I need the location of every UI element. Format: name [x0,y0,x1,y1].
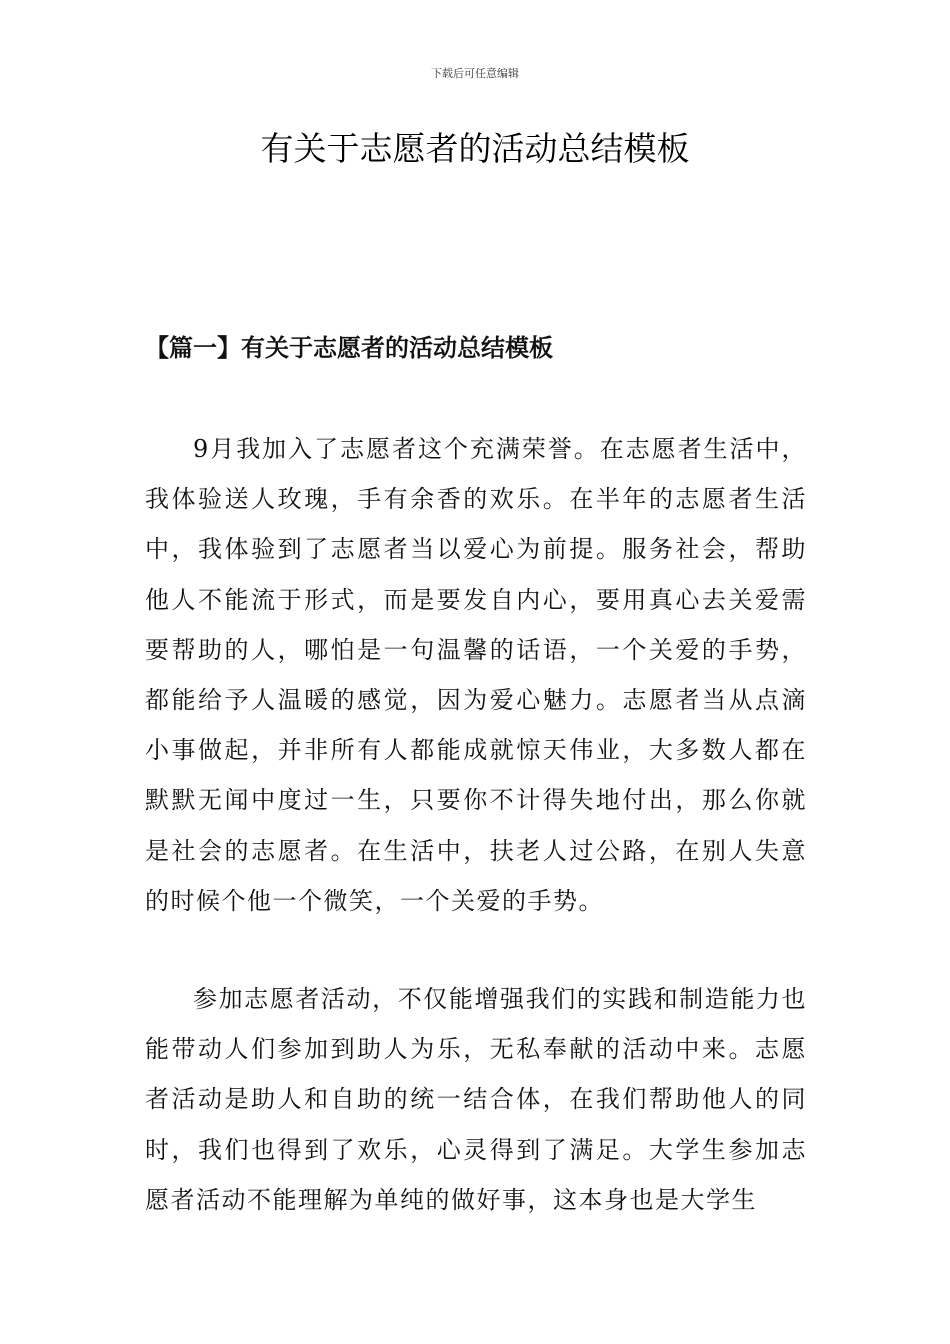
body-paragraph: 9月我加入了志愿者这个充满荣誉。在志愿者生活中，我体验送人玫瑰，手有余香的欢乐。在半年的志愿者生活中，我体验到了志愿者当以爱心为前提。服务社会，帮助他人不能流于形式，而是要发自内心，要用真心去关爱需要帮助的人，哪怕是一句温馨的话语，一个关爱的手势，都能给予人温暖的感觉，因为爱心魅力。志愿者当从点滴小事做起，并非所有人都能成就惊天伟业，大多数人都在默默无闻中度过一生，只要你不计得失地付出，那么你就是社会的志愿者。在生活中，扶老人过公路，在别人失意的时候个他一个微笑，一个关爱的手势。 [145,435,807,915]
document-title: 有关于志愿者的活动总结模板 [260,129,690,168]
page-header-note: 下载后可任意编辑 [431,67,519,80]
section-heading: 【篇一】有关于志愿者的活动总结模板 [145,333,553,362]
body-paragraph: 参加志愿者活动，不仅能增强我们的实践和制造能力也能带动人们参加到助人为乐，无私奉献的活动中来。志愿者活动是助人和自助的统一结合体，在我们帮助他人的同时，我们也得到了欢乐，心灵得到了满足。大学生参加志愿者活动不能理解为单纯的做好事，这本身也是大学生 [145,985,807,1214]
